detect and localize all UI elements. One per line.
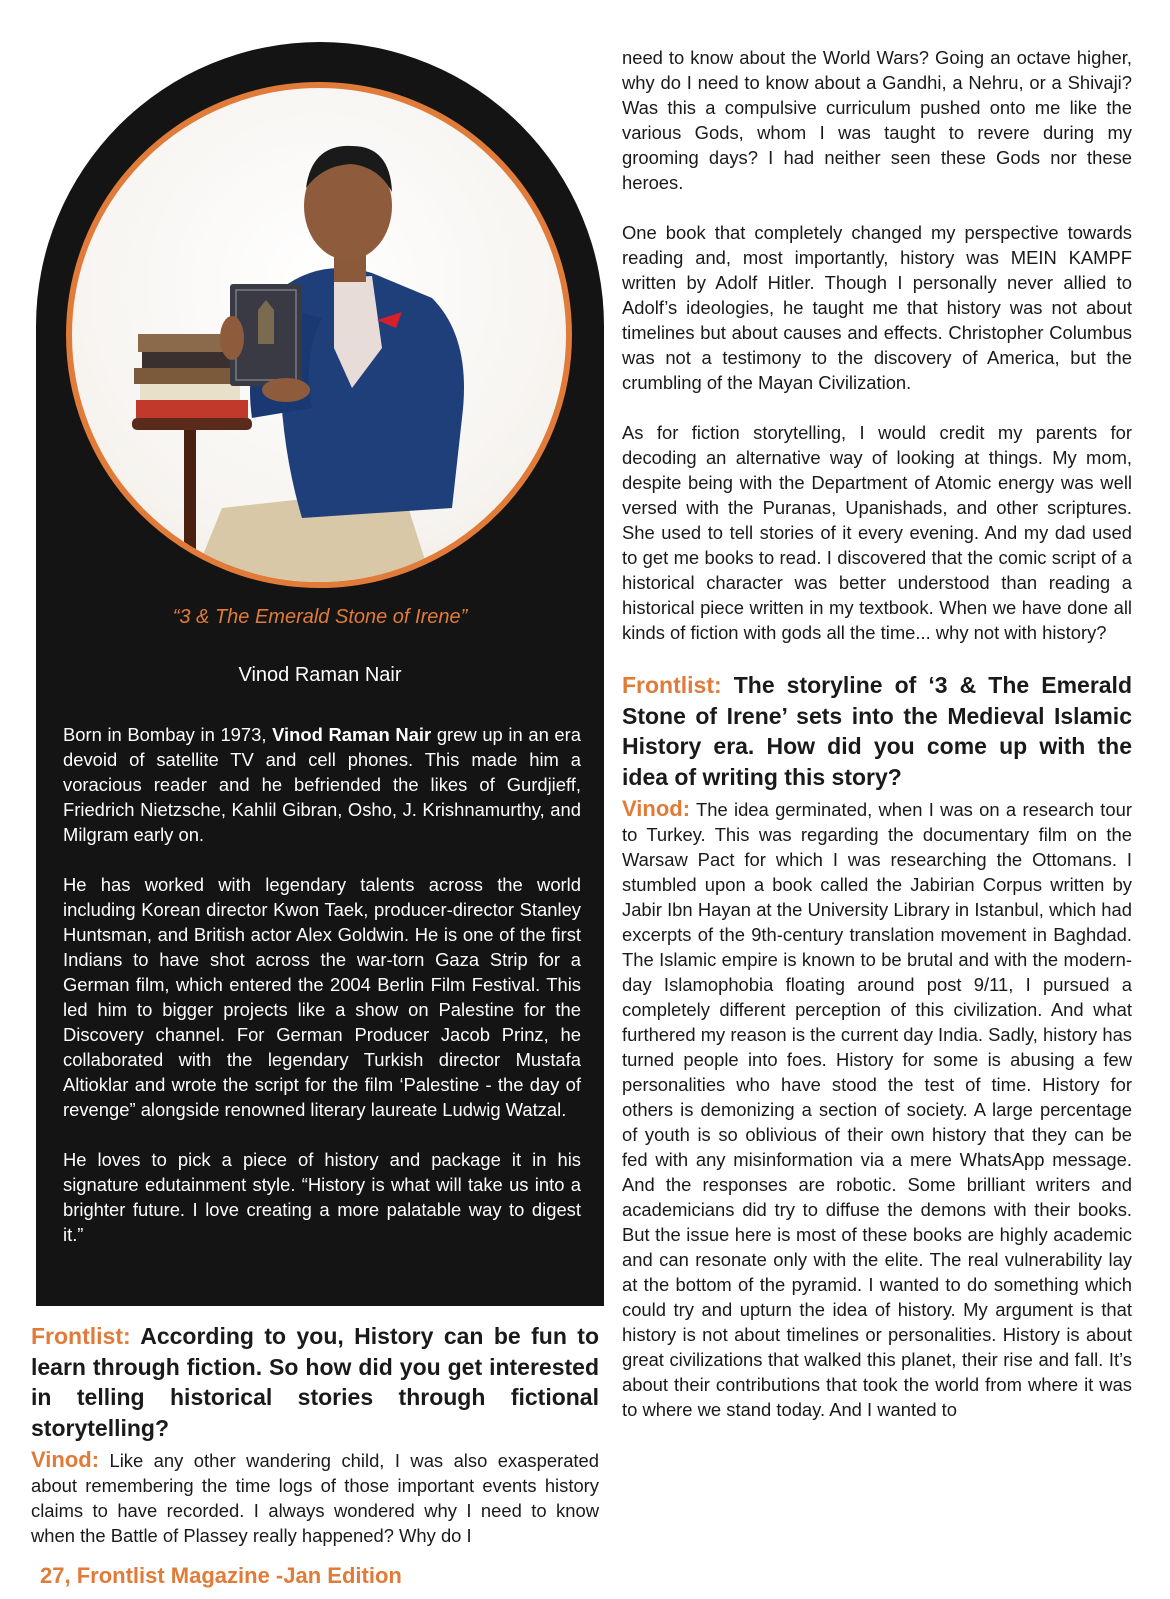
question-2: Frontlist: The storyline of ‘3 & The Emerald Stone of Irene’ sets into the Medieval Islamic History era. How did you come up with the idea of writing this story?	[622, 672, 1132, 790]
author-name-caption: Vinod Raman Nair	[238, 664, 402, 686]
bio-paragraph: He has worked with legendary talents across the world including Korean director Kwon Taek, producer-director Stanley Huntsman, and British actor Alex Goldwin. He is one of the first Indians to have shot across the war-torn Gaza Strip for a German film, which entered the 2004 Berlin Film Festival. This led him to bigger projects like a show on Palestine for the Discovery channel. For German Producer Jacob Prinz, he collaborated with the legendary Turkish director Mustafa Altioklar and wrote the script for the film ‘Palestine - the day of revenge” alongside renowned literary laureate Ludwig Watzal.	[63, 874, 581, 1120]
answer-1-continued: need to know about the World Wars? Going an octave higher, why do I need to know about a Gandhi, a Nehru, or a Shivaji? Was this a compulsive curriculum pushed onto me like the various Gods, whom I was taught to revere during my grooming days? I had neither seen these Gods nor these heroes.	[622, 47, 1132, 193]
author-bio	[63, 722, 581, 1272]
answer-1: Vinod: Like any other wandering child, I was also exasperated about remembering the time logs of those important events history claims to have recorded. I always wondered why I need to know when the Battle of Plassey really happened? Why do I	[31, 1447, 599, 1546]
bio-author-name: Vinod Raman Nair	[272, 724, 432, 745]
table-top-shape	[132, 418, 252, 430]
answer-tag: Vinod:	[622, 796, 691, 821]
question-tag: Frontlist:	[622, 672, 722, 698]
author-photo-illustration	[72, 88, 566, 582]
question-tag: Frontlist:	[31, 1323, 131, 1349]
answer-1-paragraph: As for fiction storytelling, I would credit my parents for decoding an alternative way of looking at things. My mom, despite being with the Department of Atomic energy was well versed with the Puranas, Upanishads, and other scriptures. She used to tell stories of it every evening. And my dad used to get me books to read. I discovered that the comic script of a historical character was better understood than reading a historical piece written in my textbook. When we have done all kinds of fiction with gods all the time... why not with history?	[622, 422, 1132, 643]
book-stack-shape	[136, 400, 248, 418]
answer-tag: Vinod:	[31, 1447, 100, 1472]
question-1: Frontlist: According to you, History can be fun to learn through fiction. So how did you get interested in telling historical stories through fictional storytelling?	[31, 1323, 599, 1441]
author-photo	[66, 82, 572, 588]
left-column	[31, 1321, 599, 1548]
bio-paragraph: He loves to pick a piece of history and package it in his signature edutainment style. “History is what will take us into a brighter future. I love creating a more palatable way to digest it.”	[63, 1149, 581, 1245]
book-title-caption: “3 & The Emerald Stone of Irene”	[172, 606, 468, 628]
answer-1-paragraph: One book that completely changed my perspective towards reading and, most importantly, history was MEIN KAMPF written by Adolf Hitler. Though I personally never allied to Adolf’s ideologies, he taught me that history was not about timelines but about causes and effects. Christopher Columbus was not a testimony to the discovery of America, but the crumbling of the Mayan Civilization.	[622, 222, 1132, 393]
answer-2: Vinod: The idea germinated, when I was on a research tour to Turkey. This was regarding the documentary film on the Warsaw Pact for which I was researching the Ottomans. I stumbled upon a book called the Jabirian Corpus written by Jabir Ibn Hayan at the University Library in Istanbul, which had excerpts of the 9th-century translation movement in Baghdad. The Islamic empire is known to be brutal and with the modern-day Islamophobia floating around post 9/11, I pursued a completely different perception of this civilization. And what furthered my reason is the current day India. Sadly, history has turned people into foes. History for some is abusing a few personalities who have stood the test of time. History for others is demonizing a section of society. A large percentage of youth is so oblivious of their own history that they can be fed with any misinformation via a mere WhatsApp message. And the responses are robotic. Some brilliant writers and academicians did try to diffuse the demons with their books. But the issue here is most of these books are highly academic and can resonate only with the elite. The real vulnerability lay at the bottom of the pyramid. I wanted to do something which could try and upturn the idea of history. My argument is that history is not about timelines or personalities. History is about great civilizations that walked this planet, their rise and fall. It’s about their contributions that took the world from where it was to where we stand today. And I wanted to	[622, 796, 1132, 1420]
bio-paragraph: Born in Bombay in 1973, Vinod Raman Nair grew up in an era devoid of satellite TV and cell phones. This made him a voracious reader and he befriended the likes of Gurdjieff, Friedrich Nietzsche, Kahlil Gibran, Osho, J. Krishnamurthy, and Milgram early on.	[63, 724, 582, 845]
page-footer: 27, Frontlist Magazine -Jan Edition	[40, 1563, 402, 1588]
right-column	[622, 45, 1132, 1422]
